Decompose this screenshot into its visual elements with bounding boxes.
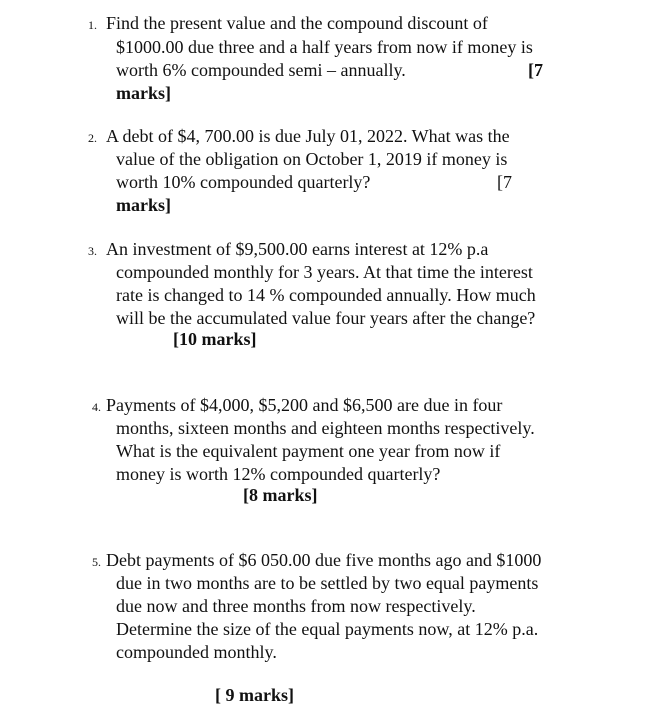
question-text-line: rate is changed to 14 % compounded annually. How much [116,285,536,305]
question-number: 3. [88,244,97,258]
question-number: 4. [92,400,101,414]
question-text-line: months, sixteen months and eighteen months respectively. [116,418,535,438]
question-text-line: worth 6% compounded semi – annually. [116,60,406,80]
question-text-line: Debt payments of $6 050.00 due five months ago and $1000 [106,550,542,570]
question-text-line: due now and three months from now respectively. [116,596,476,616]
question-text-line: money is worth 12% compounded quarterly? [116,464,441,484]
question-text-line: Payments of $4,000, $5,200 and $6,500 are due in four [106,395,503,415]
marks-label: marks] [116,195,171,215]
marks-label: [8 marks] [243,485,318,505]
question-text-line: compounded monthly. [116,642,277,662]
marks-label: [10 marks] [173,329,257,349]
marks-label: marks] [116,83,171,103]
question-text-line: A debt of $4, 700.00 is due July 01, 2022. What was the [106,126,510,146]
marks-label: [ 9 marks] [215,685,294,705]
question-text-line: due in two months are to be settled by two equal payments [116,573,539,593]
question-text-line: compounded monthly for 3 years. At that time the interest [116,262,533,282]
question-text-line: Determine the size of the equal payments now, at 12% p.a. [116,619,539,639]
question-text-line: An investment of $9,500.00 earns interest at 12% p.a [106,239,489,259]
question-text-line: worth 10% compounded quarterly? [116,172,371,192]
question-text-line: What is the equivalent payment one year from now if [116,441,501,461]
question-text-line: $1000.00 due three and a half years from now if money is [116,37,533,57]
question-number: 2. [88,131,97,145]
marks-label: [7 [528,60,543,80]
marks-label: [7 [497,172,512,192]
question-text-line: will be the accumulated value four years after the change? [116,308,536,328]
question-number: 5. [92,555,101,569]
question-text-line: value of the obligation on October 1, 2019 if money is [116,149,508,169]
question-number: 1. [88,18,97,32]
question-text-line: Find the present value and the compound discount of [106,13,488,33]
